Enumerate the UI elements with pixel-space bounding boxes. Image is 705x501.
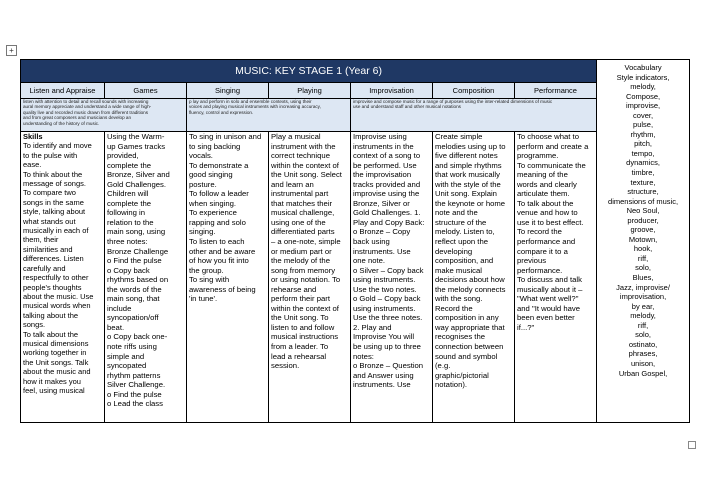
text-line: awareness of being	[189, 284, 256, 294]
text-line: with the song.	[435, 294, 483, 304]
text-line: using instruments.	[353, 275, 416, 285]
text-line: when singing.	[189, 198, 237, 208]
text-line: Gold Challenges.	[107, 179, 166, 189]
singing-content	[187, 132, 269, 423]
text-line: To sing with	[189, 275, 230, 285]
text-line: To sing in unison and	[189, 132, 262, 141]
text-line: complete the	[107, 198, 152, 208]
text-line: 2. Play and	[353, 322, 392, 332]
text-line: and "It would have	[517, 303, 580, 313]
text-line: To experience	[189, 208, 237, 218]
text-line: articulate them.	[517, 189, 570, 199]
text-line: improvise using the	[353, 189, 420, 199]
header-composition: Composition	[433, 83, 515, 99]
vocabulary-line: Motown,	[628, 234, 658, 244]
text-line: o Gold – Copy back	[353, 294, 421, 304]
text-line: rehearse and	[271, 284, 317, 294]
text-line: make musical	[435, 265, 482, 275]
text-line: posture.	[189, 179, 217, 189]
text-line: To record the	[517, 227, 562, 237]
composition-content	[433, 132, 515, 423]
text-line: Using the Warm-	[107, 132, 165, 141]
vocabulary-line: Urban Gospel,	[618, 368, 668, 378]
text-line: simple and	[107, 351, 145, 361]
text-line: words and clearly	[517, 179, 577, 189]
text-line: context of a song to	[353, 151, 421, 161]
text-line: o Find the pulse	[107, 256, 162, 266]
description-line: listen with attention to detail and recall sounds with increasing	[23, 99, 149, 104]
description-line: voices and playing musical instruments with increasing accuracy,	[189, 104, 321, 110]
text-line: o Bronze – Question	[353, 361, 424, 371]
vocabulary-line: hook,	[633, 244, 653, 254]
improvisation-content	[351, 132, 433, 423]
text-line: feel, using musical	[23, 385, 85, 395]
text-line: instruments. Use	[353, 246, 411, 256]
text-line: be using up to three	[353, 342, 421, 352]
text-line: melodies using up to	[435, 141, 506, 151]
text-line: and simple rhythms	[435, 160, 502, 170]
vocabulary-line: groove,	[630, 225, 656, 235]
text-line: To choose what to	[517, 132, 579, 141]
text-line: if...?"	[517, 322, 535, 332]
text-line: of how you fit into	[189, 256, 249, 266]
text-line: composition in any	[435, 313, 499, 323]
vocabulary-line: Neo Soul,	[626, 206, 660, 216]
text-line: other and be aware	[189, 246, 256, 256]
header-singing: Singing	[187, 83, 269, 99]
text-line: To talk about the	[517, 198, 574, 208]
text-line: o Find the pulse	[107, 389, 162, 399]
text-line: graphic/pictorial	[435, 370, 489, 380]
text-line: songs.	[23, 320, 46, 330]
text-line: Bronze, Silver and	[107, 170, 170, 180]
vocabulary-line: producer,	[627, 215, 659, 225]
listen-and-appraise-content	[21, 132, 105, 423]
text-line: composition, and	[435, 256, 494, 266]
table-move-handle-icon[interactable]: +	[6, 45, 17, 56]
text-line: To communicate the	[517, 160, 586, 170]
text-line: meaning of the	[517, 170, 568, 180]
text-line: 'in tune'.	[189, 294, 218, 304]
table-title: MUSIC: KEY STAGE 1 (Year 6)	[21, 60, 597, 83]
description-line: understanding of the history of music.	[23, 120, 100, 126]
text-line: and Answer using	[353, 370, 414, 380]
text-line: To talk about the	[23, 329, 79, 339]
text-line: performance.	[517, 265, 563, 275]
text-line: Improvise You will	[353, 332, 415, 342]
text-line: what stands out	[23, 216, 76, 226]
text-line: good singing	[189, 170, 233, 180]
vocabulary-line: cover,	[633, 110, 654, 120]
vocabulary-line: Style indicators,	[616, 72, 670, 82]
text-line: Improvise using	[353, 132, 407, 141]
text-line: way appropriate that	[435, 322, 505, 332]
text-line: musical challenge,	[271, 208, 335, 218]
description-line: and from great composers and musicians develop an	[23, 115, 132, 121]
text-line: be performed. Use	[353, 160, 417, 170]
text-line: songs in the same	[23, 197, 84, 207]
text-line: vocals.	[189, 151, 213, 161]
text-line: note riffs using	[107, 342, 157, 352]
text-line: the keynote or home	[435, 198, 506, 208]
text-line: working together in	[23, 348, 87, 358]
vocabulary-line: improvisation,	[619, 292, 667, 302]
text-line: about the music and	[23, 367, 91, 377]
text-line: o Silver – Copy back	[353, 265, 424, 275]
text-line: Bronze Challenge	[107, 246, 169, 256]
vocabulary-line: structure,	[627, 187, 659, 197]
text-line: o Bronze – Copy	[353, 227, 411, 237]
text-line: Bronze, Silver or	[353, 198, 410, 208]
header-playing: Playing	[269, 83, 351, 99]
text-line: the Unit song. Select	[271, 170, 342, 180]
description-line: improvise and compose music for a range of purposes using the inter-related dimensions of music	[353, 99, 553, 104]
vocabulary-line: timbre,	[631, 168, 655, 178]
text-line: lead a rehearsal	[271, 351, 327, 361]
text-line: Use the two notes.	[353, 284, 417, 294]
vocabulary-line: by ear,	[631, 301, 655, 311]
text-line: Skills	[23, 132, 43, 141]
vocabulary-line: Blues,	[632, 273, 654, 283]
text-line: similarities and	[23, 244, 73, 254]
text-line: session.	[271, 361, 300, 371]
text-line: five different notes	[435, 151, 498, 161]
performance-content	[515, 132, 597, 423]
text-line: musical words when	[23, 301, 91, 311]
text-line: syncopation/off	[107, 313, 159, 323]
vocabulary-line: improvise,	[625, 101, 661, 111]
text-line: rhythm patterns	[107, 370, 161, 380]
vocabulary-cell	[597, 60, 690, 423]
text-line: that matches their	[271, 198, 333, 208]
vocabulary-line: melody,	[630, 311, 656, 321]
text-line: musically about it –	[517, 284, 583, 294]
text-line: carefully and	[23, 263, 66, 273]
text-line: the melody connects	[435, 284, 506, 294]
vocabulary-line: solo,	[635, 330, 651, 340]
text-line: beat.	[107, 322, 125, 332]
playing-content	[269, 132, 351, 423]
text-line: main song, using	[107, 227, 166, 237]
text-line: To identify and move	[23, 141, 92, 151]
text-line: using one of the	[271, 217, 326, 227]
text-line: the melody of the	[271, 256, 330, 266]
text-line: been even better	[517, 313, 575, 323]
text-line: differences. Listen	[23, 254, 84, 264]
text-line: the Unit songs. Talk	[23, 357, 89, 367]
description-line: use and understand staff and other musical notations	[353, 104, 461, 110]
table-resize-handle[interactable]	[688, 441, 696, 449]
text-line: decisions about how	[435, 275, 505, 285]
text-line: reflect upon the	[435, 237, 488, 247]
text-line: previous	[517, 256, 547, 266]
singing-playing-description	[187, 99, 351, 132]
text-line: musical instructions	[271, 332, 339, 342]
text-line: Play and Copy Back:	[353, 217, 425, 227]
text-line: provided,	[107, 151, 139, 161]
games-content	[105, 132, 187, 423]
text-line: instrumental part	[271, 189, 329, 199]
text-line: rhythms based on	[107, 275, 169, 285]
text-line: performance and	[517, 237, 576, 247]
music-curriculum-table	[20, 59, 690, 423]
text-line: with the style of the	[435, 179, 501, 189]
text-line: the words of the	[107, 284, 162, 294]
text-line: compare it to a	[517, 246, 568, 256]
vocabulary-line: ostinato,	[628, 339, 658, 349]
text-line: complete the	[107, 160, 152, 170]
text-line: talking about the	[23, 310, 79, 320]
text-line: To listen to each	[189, 237, 245, 247]
text-line: note and the	[435, 208, 478, 218]
text-line: using instruments.	[353, 303, 416, 313]
text-line: to sing backing	[189, 141, 241, 151]
text-line: structure of the	[435, 217, 487, 227]
text-line: to the pulse with	[23, 150, 78, 160]
text-line: programme.	[517, 151, 559, 161]
text-line: Unit song. Explain	[435, 189, 497, 199]
text-line: back using	[353, 237, 390, 247]
text-line: syncopated	[107, 361, 147, 371]
text-line: perform their part	[271, 294, 330, 304]
text-line: three notes:	[107, 237, 148, 247]
text-line: venue and how to	[517, 208, 578, 218]
text-line: Use the three notes.	[353, 313, 423, 323]
vocabulary-line: rhythm,	[630, 129, 656, 139]
header-performance: Performance	[515, 83, 597, 99]
text-line: following in	[107, 208, 146, 218]
text-line: instrument with the	[271, 141, 336, 151]
description-line: p lay and perform in solo and ensemble contexts, using their	[189, 99, 312, 104]
text-line: them, their	[23, 235, 59, 245]
text-line: the Unit song. To	[271, 313, 329, 323]
text-line: that work musically	[435, 170, 500, 180]
text-line: – a one-note, simple	[271, 237, 341, 247]
vocabulary-line: solo,	[635, 263, 651, 273]
text-line: ease.	[23, 160, 42, 170]
text-line: Play a musical	[271, 132, 321, 141]
text-line: within the context of	[271, 160, 339, 170]
vocabulary-line: riff,	[637, 320, 649, 330]
text-line: To demonstrate a	[189, 160, 249, 170]
text-line: Children will	[107, 189, 149, 199]
text-line: respectfully to other	[23, 273, 89, 283]
text-line: instruments in the	[353, 141, 414, 151]
text-line: rapping and solo	[189, 217, 246, 227]
vocabulary-line: phrases,	[628, 349, 658, 359]
listen-description	[21, 99, 187, 132]
text-line: To discuss and talk	[517, 275, 582, 285]
text-line: melody. Listen to,	[435, 227, 495, 237]
text-line: include	[107, 303, 132, 313]
text-line: from a leader. To	[271, 342, 329, 352]
text-line: notes:	[353, 351, 374, 361]
text-line: perform and create a	[517, 141, 589, 151]
text-line: Silver Challenge.	[107, 380, 166, 390]
text-line: listen to and follow	[271, 322, 335, 332]
vocabulary-line: dimensions of music,	[608, 196, 679, 206]
description-line: fluency, control and expression.	[189, 109, 254, 115]
text-line: the group.	[189, 265, 224, 275]
text-line: up Games tracks	[107, 141, 166, 151]
vocabulary-line: Vocabulary	[624, 63, 662, 72]
text-line: connection between	[435, 342, 504, 352]
text-line: and learn an	[271, 179, 314, 189]
vocabulary-line: melody,	[630, 82, 656, 92]
text-line: Record the	[435, 303, 473, 313]
text-line: people's thoughts	[23, 282, 82, 292]
vocabulary-line: dynamics,	[626, 158, 660, 168]
text-line: Create simple	[435, 132, 483, 141]
text-line: relation to the	[107, 217, 154, 227]
text-line: developing	[435, 246, 473, 256]
text-line: (e.g.	[435, 361, 451, 371]
text-line: o Copy back one-	[107, 332, 168, 342]
text-line: differentiated parts	[271, 227, 335, 237]
text-line: within the context of	[271, 303, 339, 313]
text-line: or using notation. To	[271, 275, 341, 285]
vocabulary-line: riff,	[637, 253, 649, 263]
text-line: message of songs.	[23, 179, 86, 189]
text-line: Gold Challenges. 1.	[353, 208, 421, 218]
text-line: notation).	[435, 380, 468, 390]
text-line: To follow a leader	[189, 189, 249, 199]
vocabulary-line: Compose,	[625, 91, 661, 101]
description-line: quality live and recorded music drawn from different traditions	[23, 109, 149, 115]
text-line: musically in each of	[23, 226, 89, 236]
text-line: instruments. Use	[353, 380, 411, 390]
header-improvisation: Improvisation	[351, 83, 433, 99]
text-line: recognises the	[435, 332, 485, 342]
vocabulary-line: pitch,	[634, 139, 653, 149]
improvisation-composition-description	[351, 99, 597, 132]
text-line: o Copy back	[107, 265, 150, 275]
text-line: how it makes you	[23, 376, 81, 386]
vocabulary-line: unison,	[630, 358, 656, 368]
description-line: aural memory appreciate and understand a wide range of high-	[23, 104, 152, 110]
text-line: the improvisation	[353, 170, 412, 180]
text-line: To think about the	[23, 169, 83, 179]
text-line: about the music. Use	[23, 291, 94, 301]
text-line: song from memory	[271, 265, 336, 275]
text-line: or medium part or	[271, 246, 332, 256]
text-line: one note.	[353, 256, 386, 266]
header-games: Games	[105, 83, 187, 99]
vocabulary-line: tempo,	[631, 148, 655, 158]
vocabulary-line: Jazz, improvise/	[616, 282, 670, 292]
text-line: To compare two	[23, 188, 76, 198]
text-line: correct technique	[271, 151, 330, 161]
text-line: style, talking about	[23, 207, 86, 217]
text-line: main song, that	[107, 294, 160, 304]
text-line: sound and symbol	[435, 351, 498, 361]
text-line: musical dimensions	[23, 338, 89, 348]
text-line: o Lead the class	[107, 399, 163, 409]
header-listen-and-appraise: Listen and Appraise	[21, 83, 105, 99]
text-line: singing.	[189, 227, 216, 237]
text-line: tracks provided and	[353, 179, 421, 189]
vocabulary-line: texture,	[630, 177, 656, 187]
text-line: "What went well?"	[517, 294, 579, 304]
vocabulary-line: pulse,	[633, 120, 654, 130]
text-line: use it to best effect.	[517, 217, 584, 227]
